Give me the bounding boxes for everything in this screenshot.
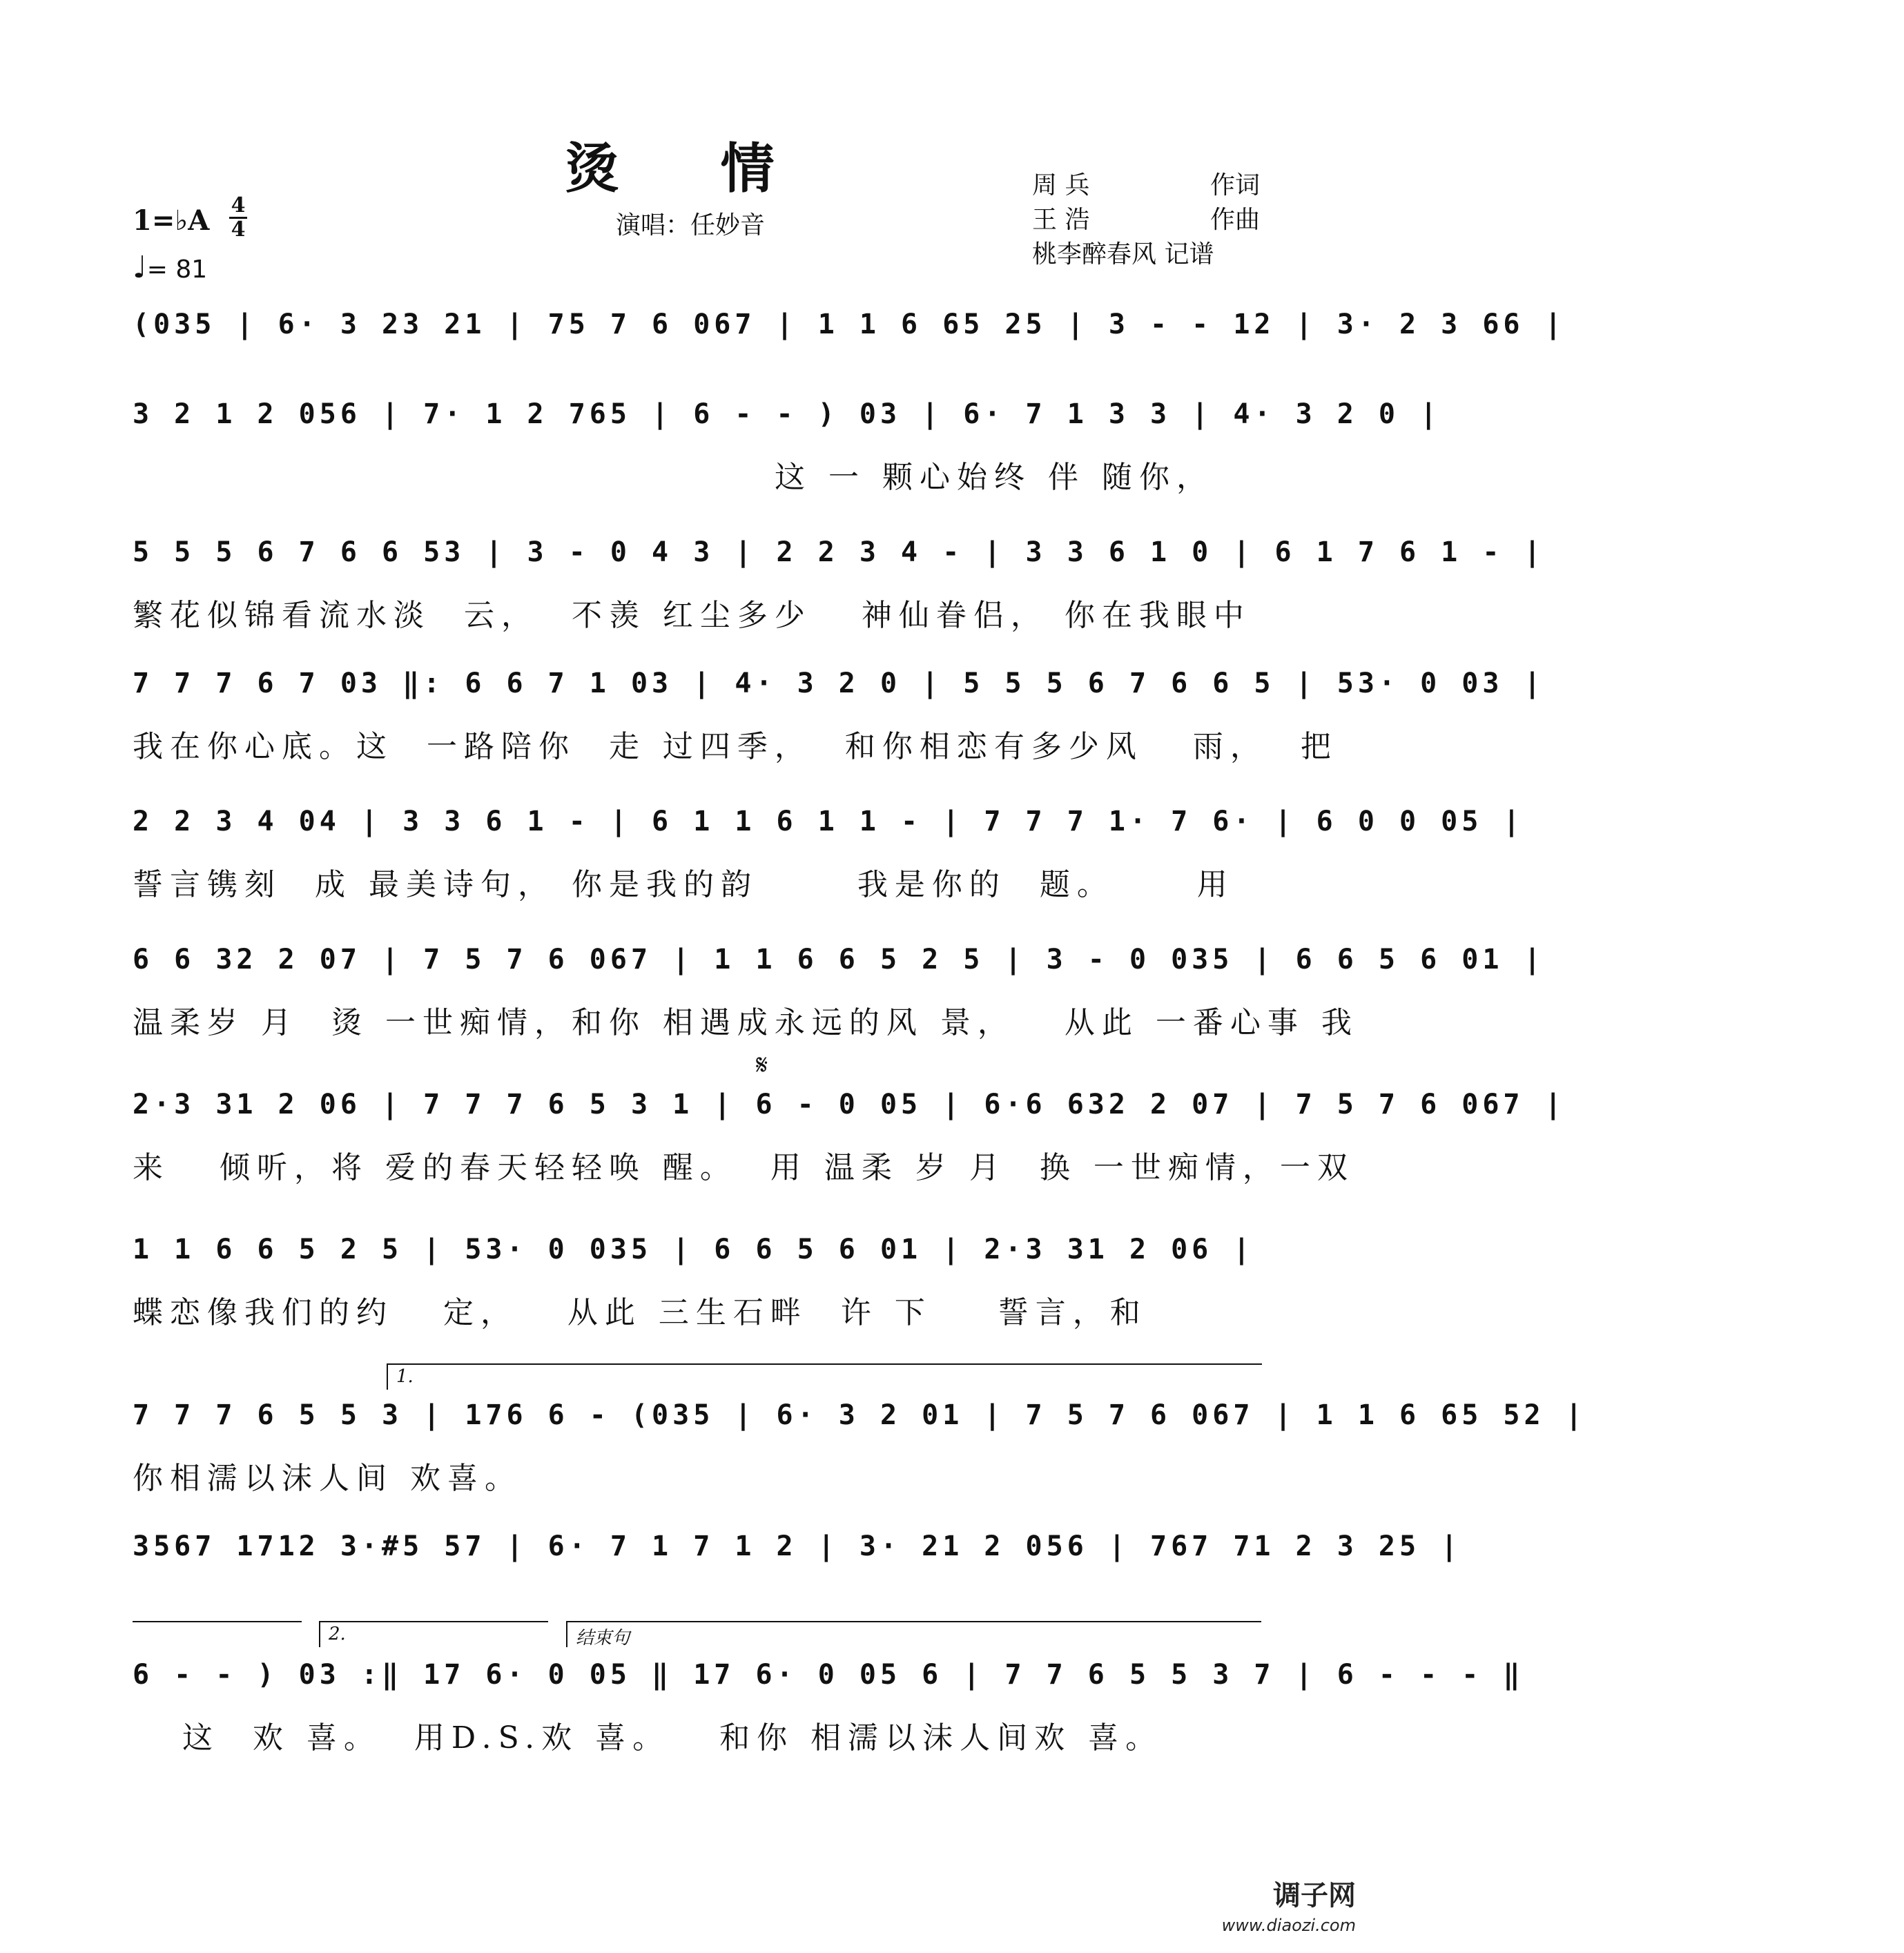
tempo-value: = 81 [146, 255, 208, 284]
lyricist-credit [1032, 168, 1260, 203]
lyricist-name: 周 兵 [1032, 171, 1090, 200]
tempo-marking [133, 250, 207, 285]
lyric-line: 蝶恋像我们的约 定， 从此 三生石畔 许 下 誓言，和 [133, 1295, 1147, 1330]
lyric-line: 我在你心底。这 一路陪你 走 过四季， 和你相恋有多少风 雨， 把 [133, 729, 1338, 764]
notation-line: 6 - - ) 03 :‖ 17 6· 0 05 ‖ 17 6· 0 05 6 | 7 7 6 5 5 3 7 | 6 - - - ‖ [133, 1659, 1524, 1691]
notation-line: 7 7 7 6 5 5 3 | 176 6 - (035 | 6· 3 2 01 | 7 5 7 6 067 | 1 1 6 65 52 | [133, 1399, 1586, 1431]
notation-line: 1 1 6 6 5 2 5 | 53· 0 035 | 6 6 5 6 01 | 2·3 31 2 06 | [133, 1234, 1254, 1265]
notation-line: 7 7 7 6 7 03 ‖: 6 6 7 1 03 | 4· 3 2 0 | 5 5 5 6 7 6 6 5 | 53· 0 03 | [133, 668, 1545, 699]
composer-credit [1032, 203, 1260, 237]
notation-line: 5 5 5 6 7 6 6 53 | 3 - 0 4 3 | 2 2 3 4 - | 3 3 6 1 0 | 6 1 7 6 1 - | [133, 536, 1545, 568]
first-ending-bracket [387, 1363, 1262, 1390]
song-title: 烫 情 [565, 137, 816, 200]
key-signature: 1=♭A [133, 204, 210, 237]
lyric-line: 这 一 颗心始终 伴 随你， [775, 460, 1214, 495]
lyric-line: 温柔岁 月 烫 一世痴情，和你 相遇成永远的风 景， 从此 一番心事 我 [133, 1005, 1359, 1040]
notation-line: 6 6 32 2 07 | 7 5 7 6 067 | 1 1 6 6 5 2 5 | 3 - 0 035 | 6 6 5 6 01 | [133, 944, 1545, 975]
first-ending-label: 1. [396, 1366, 414, 1387]
lyric-line: 誓言镌刻 成 最美诗句， 你是我的韵 我是你的 题。 用 [133, 867, 1234, 902]
coda-ending-label: 结束句 [576, 1628, 630, 1649]
lyric-line: 这 欢 喜。 用D.S.欢 喜。 和你 相濡以沫人间欢 喜。 [133, 1720, 1163, 1756]
composer-role: 作曲 [1210, 206, 1260, 234]
time-signature-top: 4 [231, 193, 246, 217]
lyric-line: 繁花似锦看流水淡 云， 不羡 红尘多少 神仙眷侣， 你在我眼中 [133, 598, 1251, 633]
second-ending-bracket [319, 1621, 548, 1647]
time-signature [228, 195, 249, 241]
quarter-note-icon: ♩ [133, 250, 147, 285]
lyric-line: 来 倾听，将 爱的春天轻轻唤 醒。 用 温柔 岁 月 换 一世痴情，一双 [133, 1150, 1354, 1185]
transcriber-name: 桃李醉春风 记谱 [1032, 240, 1214, 269]
notation-line: 2·3 31 2 06 | 7 7 7 6 5 3 1 | 6 - 0 05 | 6·6 632 2 07 | 7 5 7 6 067 | [133, 1089, 1566, 1120]
segno-sign: 𝄋 [756, 1049, 768, 1081]
credits-block [1032, 168, 1260, 272]
composer-name: 王 浩 [1032, 206, 1090, 234]
notation-line: 3567 1712 3·#5 57 | 6· 7 1 7 1 2 | 3· 21 2 056 | 767 71 2 3 25 | [133, 1531, 1462, 1562]
transcriber-credit [1032, 237, 1260, 272]
time-signature-bottom: 4 [231, 217, 246, 242]
site-watermark: 调子网 [1273, 1880, 1356, 1912]
lyricist-role: 作词 [1210, 171, 1260, 200]
singer-credit: 演唱：任妙音 [615, 211, 765, 240]
notation-line: (035 | 6· 3 23 21 | 75 7 6 067 | 1 1 6 65 25 | 3 - - 12 | 3· 2 3 66 | [133, 309, 1566, 340]
site-url-watermark: www.diaozi.com [1221, 1916, 1356, 1935]
coda-ending-bracket [566, 1621, 1261, 1647]
lyric-line: 你相濡以沫人间 欢喜。 [133, 1461, 522, 1496]
notation-line: 3 2 1 2 056 | 7· 1 2 765 | 6 - - ) 03 | 6· 7 1 3 3 | 4· 3 2 0 | [133, 398, 1441, 430]
carryover-bracket [133, 1621, 302, 1647]
second-ending-label: 2. [329, 1624, 346, 1644]
notation-line: 2 2 3 4 04 | 3 3 6 1 - | 6 1 1 6 1 1 - | 7 7 7 1· 7 6· | 6 0 0 05 | [133, 806, 1524, 837]
